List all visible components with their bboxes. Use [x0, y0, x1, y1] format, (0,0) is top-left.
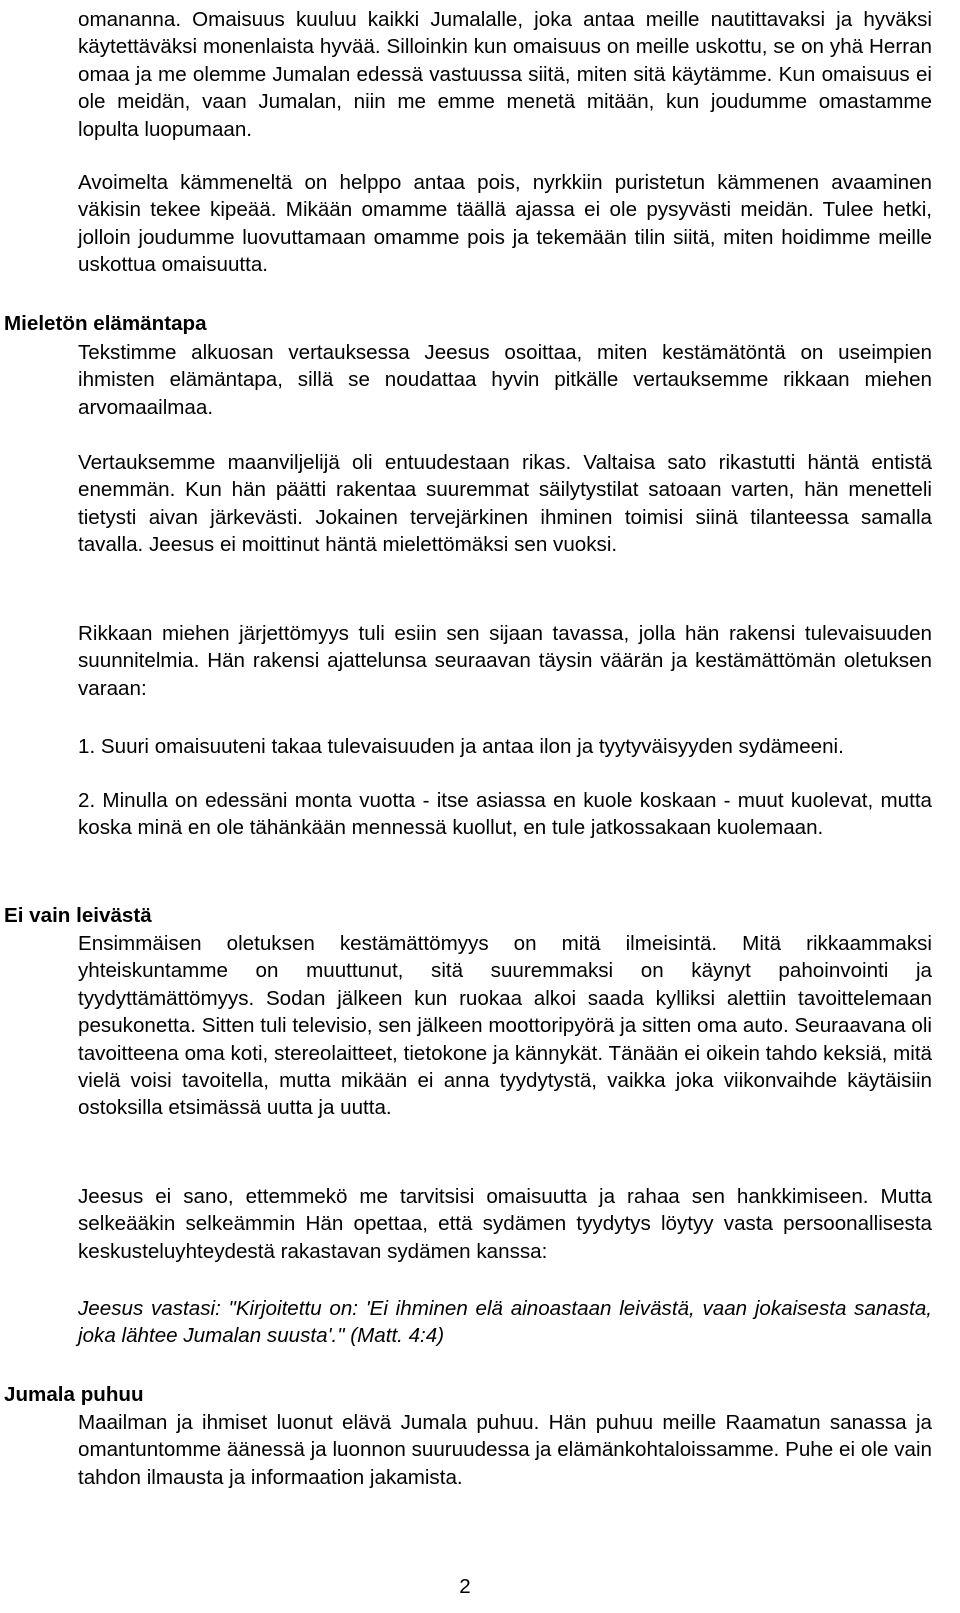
page-number: 2 [459, 1575, 471, 1598]
intro-paragraph-1: omananna. Omaisuus kuuluu kaikki Jumalalle, joka antaa meille nautittavaksi ja hyväksi käytettäväksi monenlaista hyvää. Silloinkin kun omaisuus on meille uskottu, se on yhä Herran omaa ja me olemme Jumalan edessä vastuussa siitä, miten sitä käytämme. Kun omaisuus ei ole meidän, vaan Jumalan, niin me emme menetä mitään, kun joudumme omastamme lopulta luopumaan. [78, 8, 932, 141]
list-item: 2. Minulla on edessäni monta vuotta - itse asiassa en kuole koskaan - muut kuolevat, mutta koska minä en ole tähänkään mennessä kuollut, en tule jatkossakaan kuolemaan. [78, 789, 932, 840]
mieleton-paragraph-3: Rikkaan miehen järjettömyys tuli esiin sen sijaan tavassa, jolla hän rakensi tulevaisuuden suunnitelmia. Hän rakensi ajattelunsa seuraavan täysin väärän ja kestämättömän oletuksen varaan: [78, 622, 932, 700]
section-heading-mieleton: Mieletön elämäntapa [4, 312, 207, 335]
puhuu-paragraph-1: Maailman ja ihmiset luonut elävä Jumala puhuu. Hän puhuu meille Raamatun sanassa ja omantuntomme äänessä ja luonnon suuruudessa ja elämänkohtaloissamme. Puhe ei ole vain tahdon ilmausta ja informaation jakamista. [78, 1411, 932, 1489]
leivasta-paragraph-1: Ensimmäisen oletuksen kestämättömyys on mitä ilmeisintä. Mitä rikkaammaksi yhteiskuntamme on muuttunut, sitä suuremmaksi on käynyt pahoinvointi ja tyydyttämättömyys. Sodan jälkeen kun ruokaa alkoi saada kylliksi alettiin tavoittelemaan pesukonetta. Sitten tuli televisio, sen jälkeen moottoripyörä ja sitten oma auto. Seuraavana oli tavoitteena oma koti, stereolaitteet, tietokone ja kännykät. Tänään ei oikein tahdo keksiä, mitä vielä voisi tavoitella, mutta mikään ei anna tyydytystä, vaikka joka viikonvaihde käytäisiin ostoksilla etsimässä uutta ja uutta. [78, 932, 932, 1120]
list-item: 1. Suuri omaisuuteni takaa tulevaisuuden ja antaa ilon ja tyytyväisyyden sydämeeni. [78, 735, 844, 758]
section-heading-puhuu: Jumala puhuu [4, 1383, 144, 1406]
mieleton-paragraph-2: Vertauksemme maanviljelijä oli entuudestaan rikas. Valtaisa sato rikastutti häntä entistä enemmän. Kun hän päätti rakentaa suuremmat säilytystilat satoaan varten, hän menetteli tietysti aivan järkevästi. Jokainen tervejärkinen ihminen toimisi siinä tilanteessa samalla tavalla. Jeesus ei moittinut häntä mielettömäksi sen vuoksi. [78, 451, 932, 557]
section-heading-leivasta: Ei vain leivästä [4, 904, 152, 927]
leivasta-paragraph-2: Jeesus ei sano, ettemmekö me tarvitsisi omaisuutta ja rahaa sen hankkimiseen. Mutta selkeääkin selkeämmin Hän opettaa, että sydämen tyydytys löytyy vasta persoonallisesta keskusteluyhteydestä rakastavan sydämen kanssa: [78, 1185, 932, 1263]
intro-paragraph-2: Avoimelta kämmeneltä on helppo antaa pois, nyrkkiin puristetun kämmenen avaaminen väkisin tekee kipeää. Mikään omamme täällä ajassa ei ole pysyvästi meidän. Tulee hetki, jolloin joudumme luovuttamaan omamme pois ja tekemään tilin siitä, miten hoidimme meille uskottua omaisuutta. [78, 171, 932, 277]
mieleton-paragraph-1: Tekstimme alkuosan vertauksessa Jeesus osoittaa, miten kestämätöntä on useimpien ihmisten elämäntapa, sillä se noudattaa hyvin pitkälle vertauksemme rikkaan miehen arvomaailmaa. [78, 341, 932, 419]
bible-quote: Jeesus vastasi: "Kirjoitettu on: 'Ei ihminen elä ainoastaan leivästä, vaan jokaisesta sanasta, joka lähtee Jumalan suusta'." (Matt. 4:4) [78, 1297, 932, 1348]
